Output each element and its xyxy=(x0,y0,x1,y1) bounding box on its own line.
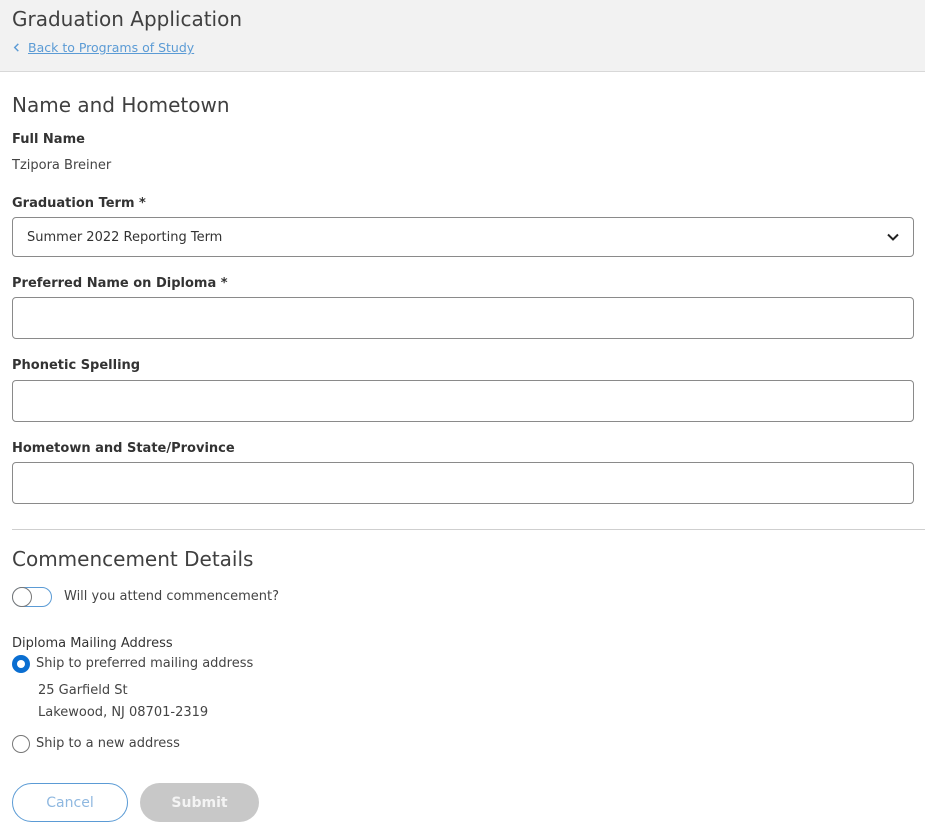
full-name-label: Full Name xyxy=(12,132,85,147)
attend-commencement-toggle[interactable] xyxy=(12,587,52,607)
phonetic-spelling-label: Phonetic Spelling xyxy=(12,358,141,373)
address-line-2: Lakewood, NJ 08701-2319 xyxy=(38,705,209,720)
cancel-button[interactable]: Cancel xyxy=(12,783,128,822)
section-divider xyxy=(12,529,925,530)
chevron-left-icon xyxy=(12,43,21,52)
diploma-mailing-label: Diploma Mailing Address xyxy=(12,636,173,651)
attend-commencement-label: Will you attend commencement? xyxy=(64,589,280,604)
preferred-name-input[interactable] xyxy=(12,297,914,339)
hometown-input[interactable] xyxy=(12,462,914,504)
radio-preferred-address-label: Ship to preferred mailing address xyxy=(36,656,254,671)
preferred-name-label: Preferred Name on Diploma * xyxy=(12,276,228,291)
radio-new-address[interactable] xyxy=(12,735,30,753)
submit-button[interactable]: Submit xyxy=(140,783,259,822)
graduation-term-selected: Summer 2022 Reporting Term xyxy=(27,229,223,245)
section-title-commencement: Commencement Details xyxy=(12,547,254,571)
chevron-down-icon xyxy=(887,233,899,241)
radio-preferred-address[interactable] xyxy=(12,655,30,673)
graduation-term-select[interactable] xyxy=(12,217,914,257)
back-to-programs-link[interactable] xyxy=(12,40,194,55)
phonetic-spelling-input[interactable] xyxy=(12,380,914,422)
page-title: Graduation Application xyxy=(12,7,243,31)
address-line-1: 25 Garfield St xyxy=(38,683,128,698)
page-header xyxy=(0,0,925,72)
full-name-value: Tzipora Breiner xyxy=(12,158,112,173)
hometown-label: Hometown and State/Province xyxy=(12,441,235,456)
back-link-label: Back to Programs of Study xyxy=(28,40,195,55)
radio-new-address-label: Ship to a new address xyxy=(36,736,180,751)
toggle-knob xyxy=(12,587,32,607)
section-title-name-hometown: Name and Hometown xyxy=(12,93,230,117)
graduation-term-label: Graduation Term * xyxy=(12,196,146,211)
